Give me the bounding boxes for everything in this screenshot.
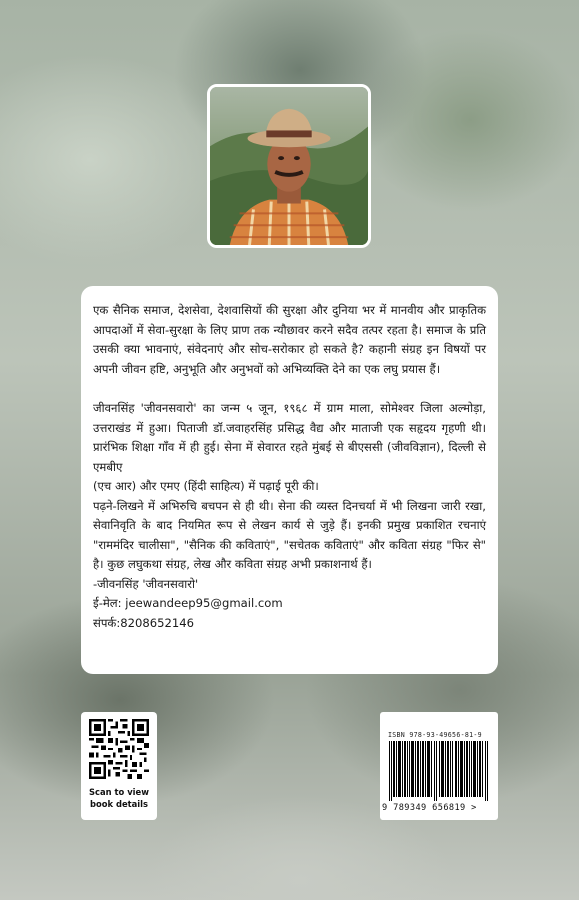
ean-number: 9 789349 656819 > (382, 803, 477, 813)
isbn-barcode-card (380, 712, 498, 820)
back-cover-text-card (81, 286, 498, 674)
author-phone: संपर्क:8208652146 (93, 615, 194, 630)
qr-code-icon (89, 719, 149, 779)
author-signature: -जीवनसिंह 'जीवनसवारो' (93, 576, 199, 591)
author-bio-writing: पढ़ने-लिखने में अभिरुचि बचपन से ही थी। सेना की व्यस्त दिनचर्या में भी लिखना जारी रखा, सेवानिवृति के बाद नियमित रूप से लेखन कार्य से जुड़े हैं। इनकी प्रमुख प्रकाशित रचनाएं "राममंदिर चालीसा", "सैनिक की कविताएं", "सचेतक कविताएं" और कविता संग्रह "फिर से" है। कुछ लघुकथा संग्रह, लेख और कविता संग्रह अभी प्रकाशनार्थ हैं। (93, 498, 486, 571)
qr-caption (81, 786, 157, 810)
author-photo (207, 84, 371, 248)
book-description: एक सैनिक समाज, देशसेवा, देशवासियों की सुरक्षा और दुनिया भर में मानवीय और प्राकृतिक आपदाओं में सेवा-सुरक्षा के लिए प्राण तक न्यौछावर करने सदैव तत्पर रहता है। समाज के प्रति उसकी क्या भावनाएं, संवेदनाएं और सोच-सरोकार हो सकते है? कहानी संग्रह इन विषयों पर अपनी जीवन हष्टि, अनुभूति और अनुभवों को अभिव्यक्ति देने का एक लघु प्रयास हैं। (93, 303, 486, 376)
qr-caption-line-2: book details (89, 799, 149, 809)
qr-code-card[interactable] (81, 712, 157, 820)
author-bio-birth: जीवनसिंह 'जीवनसवारो' का जन्म ५ जून, १९६८ में ग्राम माला, सोमेश्वर जिला अल्मोड़ा, उत्तराखंड में हुआ। पिताजी डॉ.जवाहरसिंह प्रसिद्ध वैद्य और माताजी एक सहृदय गृहणी थी। प्रारंभिक शिक्षा गाँव में ही हुई। सेना में सेवारत रहते मुंबई से बीएससी (जीवविज्ञान), दिल्ली से एमबीए (93, 401, 486, 474)
author-bio-education: (एच आर) और एमए (हिंदी साहित्य) में पढ़ाई पूरी की। (93, 479, 319, 493)
barcode-icon (389, 741, 489, 801)
author-email: ई-मेल: jeewandeep95@gmail.com (93, 596, 283, 610)
qr-caption-line-1: Scan to view (89, 787, 149, 797)
isbn-number: ISBN 978-93-49656-81-9 (388, 731, 482, 739)
author-portrait-illustration (210, 87, 368, 245)
